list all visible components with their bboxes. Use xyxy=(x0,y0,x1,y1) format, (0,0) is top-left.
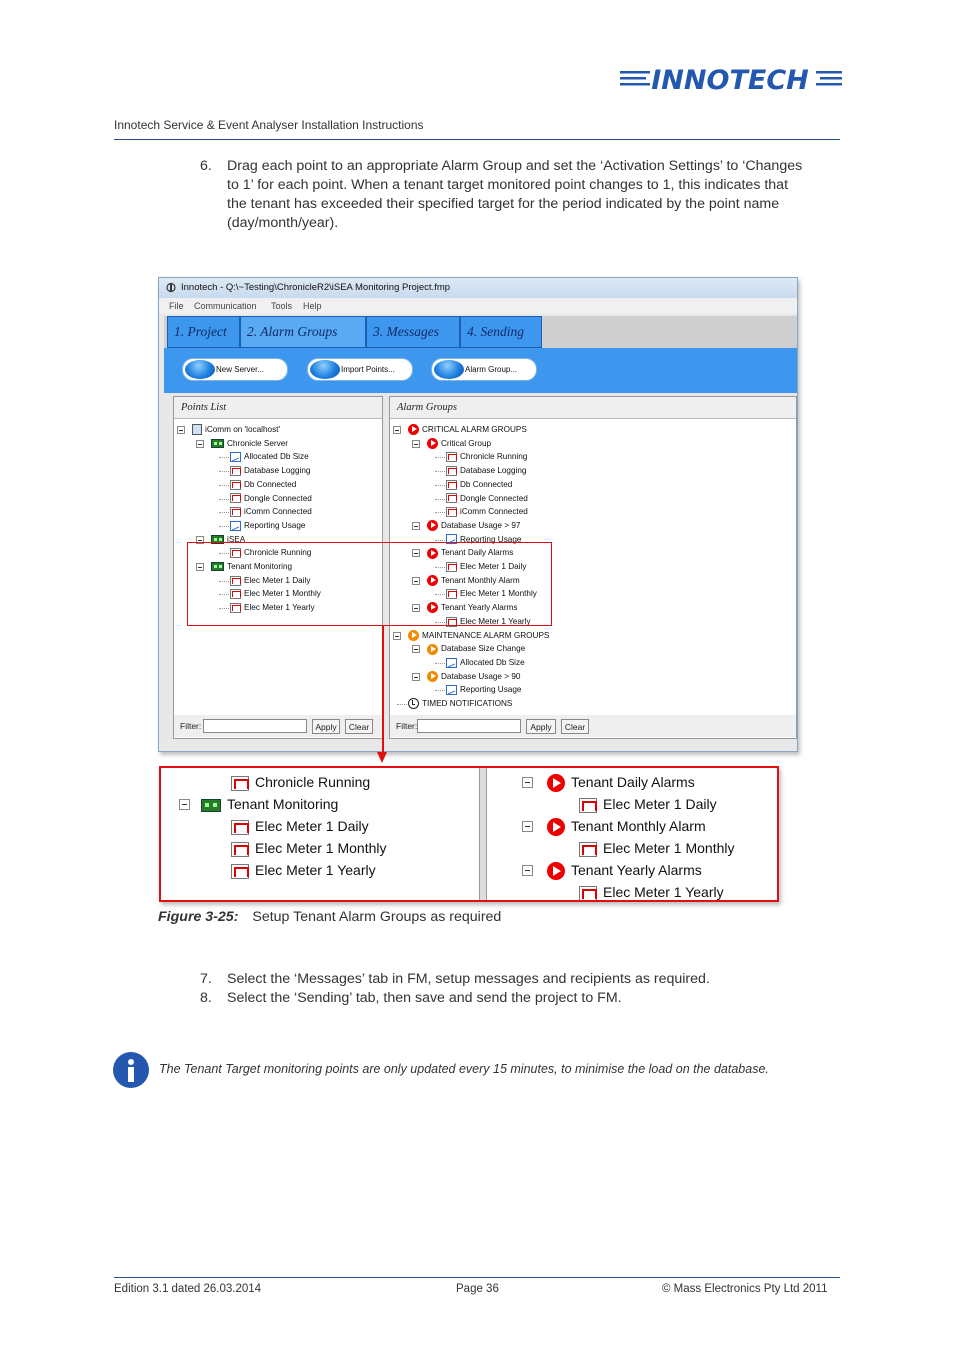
tree-item-label: Tenant Yearly Alarms xyxy=(441,603,518,613)
tree-item-label: Database Size Change xyxy=(441,644,526,654)
expand-toggle[interactable] xyxy=(177,426,185,434)
digital-point-icon xyxy=(579,842,597,857)
digital-point-icon xyxy=(231,820,249,835)
expand-toggle[interactable] xyxy=(393,426,401,434)
tree-item[interactable] xyxy=(408,423,527,436)
alarm-icon xyxy=(547,862,565,880)
tree-connector xyxy=(435,663,445,664)
tree-item-label: Db Connected xyxy=(460,479,513,489)
tree-item[interactable] xyxy=(201,794,338,814)
points-clear-button[interactable]: Clear xyxy=(345,719,373,734)
tree-connector xyxy=(435,471,445,472)
tree-item-label: Chronicle Running xyxy=(460,452,528,462)
tree-connector xyxy=(219,485,229,486)
tree-connector xyxy=(435,485,445,486)
tree-item[interactable] xyxy=(230,464,310,477)
tree-item[interactable] xyxy=(579,838,735,858)
tree-item-label: Elec Meter 1 Daily xyxy=(603,796,717,812)
tab-alarm-groups[interactable]: 2. Alarm Groups xyxy=(240,316,366,348)
tree-item[interactable] xyxy=(427,642,525,655)
tree-connector xyxy=(219,526,229,527)
arrow-line xyxy=(382,626,384,756)
tree-item-label: Reporting Usage xyxy=(460,685,522,695)
tree-item-label: Database Logging xyxy=(460,466,527,476)
arrow-head-icon xyxy=(377,752,387,763)
analog-point-icon xyxy=(446,658,457,668)
tree-item-label: Reporting Usage xyxy=(244,520,306,530)
digital-point-icon xyxy=(446,507,457,517)
points-list-title: Points List xyxy=(174,397,382,419)
digital-point-icon xyxy=(446,493,457,503)
tree-item-label: Chronicle Server xyxy=(227,438,288,448)
tree-item[interactable] xyxy=(446,450,527,463)
orb-icon xyxy=(433,359,465,380)
tree-item[interactable] xyxy=(427,437,491,450)
tree-item[interactable] xyxy=(230,519,305,532)
import-points-button[interactable]: Import Points... xyxy=(307,358,413,381)
tree-item[interactable] xyxy=(211,437,288,450)
tree-item-label: Db Connected xyxy=(244,479,297,489)
alarm-icon xyxy=(427,520,438,531)
expand-toggle[interactable] xyxy=(412,440,420,448)
tree-item-label: Elec Meter 1 Yearly xyxy=(460,616,531,626)
tree-item-label: iComm Connected xyxy=(460,507,528,517)
step-8: 8. Select the ‘Sending’ tab, then save and send the project to FM. xyxy=(200,990,622,1006)
clock-icon xyxy=(408,698,419,709)
computer-icon xyxy=(192,424,202,435)
tree-item[interactable] xyxy=(231,816,369,836)
tree-item-label: Chronicle Running xyxy=(244,548,312,558)
expand-toggle[interactable] xyxy=(412,673,420,681)
tree-item-label: iComm Connected xyxy=(244,507,312,517)
tree-item[interactable] xyxy=(446,656,525,669)
server-icon xyxy=(211,439,224,448)
tree-item[interactable] xyxy=(446,478,512,491)
step-6: 6. Drag each point to an appropriate Alarm Group and set the ‘Activation Settings’ to ‘Changes to 1’ for each point. When a tenant target monitored point changes to 1, this indicates that the tenant has exceeded their specified target for the period indicated by the point name (day/month/year). xyxy=(200,158,803,231)
highlight-box xyxy=(187,542,552,626)
server-icon xyxy=(201,799,221,812)
digital-point-icon xyxy=(579,798,597,813)
digital-point-icon xyxy=(446,480,457,490)
tab-bar xyxy=(164,316,797,348)
digital-point-icon xyxy=(579,886,597,901)
expand-toggle[interactable] xyxy=(196,440,204,448)
digital-point-icon xyxy=(446,466,457,476)
tree-item[interactable] xyxy=(446,505,528,518)
tree-item-label: Database Usage > 97 xyxy=(441,520,521,530)
tree-item-label: Elec Meter 1 Monthly xyxy=(255,840,387,856)
tree-item-label: Allocated Db Size xyxy=(244,452,309,462)
points-filter-input[interactable] xyxy=(203,719,307,733)
zoomed-detail xyxy=(159,766,779,902)
toolbar xyxy=(164,348,797,393)
tree-item-label: Elec Meter 1 Monthly xyxy=(244,589,321,599)
groups-clear-button[interactable]: Clear xyxy=(561,719,589,734)
maintenance-alarm-icon xyxy=(427,671,438,682)
footer-page: Page 36 xyxy=(456,1283,499,1295)
tree-connector xyxy=(219,471,229,472)
alarm-icon xyxy=(547,818,565,836)
tree-item[interactable] xyxy=(231,860,376,880)
tree-item-label: Elec Meter 1 Yearly xyxy=(244,603,315,613)
tree-item[interactable] xyxy=(446,683,521,696)
alarm-icon xyxy=(547,774,565,792)
header-rule xyxy=(114,139,840,140)
tree-item[interactable] xyxy=(230,478,296,491)
header-title: Innotech Service & Event Analyser Installation Instructions xyxy=(114,118,424,132)
points-filter: Filter: Apply Clear xyxy=(174,715,382,737)
tree-item-label: TIMED NOTIFICATIONS xyxy=(422,699,513,708)
tree-connector xyxy=(435,690,445,691)
tree-item-label: iSEA xyxy=(227,534,246,544)
tree-connector xyxy=(435,540,445,541)
tree-item[interactable] xyxy=(230,492,312,505)
orb-icon xyxy=(184,359,216,380)
new-server-button[interactable]: New Server... xyxy=(182,358,288,381)
expand-toggle[interactable] xyxy=(179,799,190,810)
groups-filter: Filter: Apply Clear xyxy=(390,715,796,737)
tree-item-label: Tenant Yearly Alarms xyxy=(571,862,702,878)
tree-connector xyxy=(435,512,445,513)
alarm-icon xyxy=(408,424,419,435)
footer-copyright: © Mass Electronics Pty Ltd 2011 xyxy=(662,1283,828,1295)
analog-point-icon xyxy=(230,452,241,462)
figure-caption xyxy=(158,909,501,925)
analog-point-icon xyxy=(230,521,241,531)
menu-tools[interactable]: Tools xyxy=(271,301,293,311)
tree-item-label: Elec Meter 1 Monthly xyxy=(460,589,537,599)
tree-item-label: Elec Meter 1 Daily xyxy=(244,575,311,585)
innotech-logo xyxy=(620,62,842,96)
menu-communication[interactable]: Communication xyxy=(194,301,257,311)
step-7: 7. Select the ‘Messages’ tab in FM, setup messages and recipients as required. xyxy=(200,971,710,987)
pane-splitter xyxy=(479,768,487,902)
tree-item[interactable] xyxy=(230,505,312,518)
tree-item[interactable] xyxy=(547,816,706,836)
digital-point-icon xyxy=(446,452,457,462)
expand-toggle[interactable] xyxy=(522,821,533,832)
tree-item-label: Dongle Connected xyxy=(244,493,312,503)
tree-item-label: MAINTENANCE ALARM GROUPS xyxy=(422,630,550,640)
tree-item[interactable] xyxy=(230,450,309,463)
menu-help[interactable]: Help xyxy=(303,301,322,311)
points-apply-button[interactable]: Apply xyxy=(312,719,340,734)
tree-item[interactable] xyxy=(446,464,526,477)
tree-connector xyxy=(435,499,445,500)
figure-text: Setup Tenant Alarm Groups as required xyxy=(252,909,502,925)
tree-connector xyxy=(397,704,407,705)
footer-rule xyxy=(114,1277,840,1278)
figure-label: Figure 3-25: xyxy=(158,909,239,925)
tree-item-label: Elec Meter 1 Daily xyxy=(255,818,369,834)
tree-item[interactable] xyxy=(446,492,528,505)
tree-item[interactable] xyxy=(427,519,520,532)
tree-item-label: Tenant Monthly Alarm xyxy=(441,575,520,585)
menu-file[interactable]: File xyxy=(169,301,184,311)
tree-item-label: Elec Meter 1 Yearly xyxy=(255,862,376,878)
tree-item-label: Reporting Usage xyxy=(460,534,522,544)
tree-item-label: Critical Group xyxy=(441,438,492,448)
tree-item-label: Tenant Monitoring xyxy=(227,562,293,571)
digital-point-icon xyxy=(230,480,241,490)
digital-point-icon xyxy=(230,466,241,476)
info-icon xyxy=(113,1052,149,1088)
digital-point-icon xyxy=(231,776,249,791)
tree-item-label: Tenant Daily Alarms xyxy=(571,774,695,790)
digital-point-icon xyxy=(231,864,249,879)
maintenance-alarm-icon xyxy=(427,644,438,655)
svg-text:INNOTECH: INNOTECH xyxy=(651,65,809,96)
app-icon xyxy=(166,282,176,293)
tree-item-label: Elec Meter 1 Monthly xyxy=(603,840,735,856)
tree-item[interactable] xyxy=(547,772,695,792)
expand-toggle[interactable] xyxy=(412,645,420,653)
expand-toggle[interactable] xyxy=(412,522,420,530)
tree-item-label: iComm on 'localhost' xyxy=(205,425,281,434)
info-note: The Tenant Target monitoring points are only updated every 15 minutes, to minimise the load on the database. xyxy=(159,1062,769,1076)
tree-item[interactable] xyxy=(408,697,512,710)
menu-bar xyxy=(159,298,797,314)
tree-item[interactable] xyxy=(427,670,520,683)
alarm-groups-title: Alarm Groups xyxy=(390,397,796,419)
alarm-icon xyxy=(427,438,438,449)
tree-item-label: Allocated Db Size xyxy=(460,657,525,667)
expand-toggle[interactable] xyxy=(522,777,533,788)
maintenance-alarm-icon xyxy=(408,630,419,641)
tree-item[interactable] xyxy=(408,629,549,642)
tab-project[interactable]: 1. Project xyxy=(167,316,240,348)
tree-connector xyxy=(219,512,229,513)
groups-apply-button[interactable]: Apply xyxy=(526,719,556,734)
tree-item-label: Database Usage > 90 xyxy=(441,671,521,681)
alarm-group-button[interactable]: Alarm Group... xyxy=(431,358,537,381)
groups-filter-input[interactable] xyxy=(417,719,521,733)
tree-item-label: Elec Meter 1 Yearly xyxy=(603,884,724,900)
expand-toggle[interactable] xyxy=(393,632,401,640)
tree-item-label: Tenant Monitoring xyxy=(227,796,339,812)
tree-item-label: Dongle Connected xyxy=(460,493,528,503)
tree-item-label: Database Logging xyxy=(244,466,311,476)
tree-item-label: Elec Meter 1 Daily xyxy=(460,562,527,571)
tree-connector xyxy=(435,457,445,458)
tree-item[interactable] xyxy=(192,423,280,436)
tab-messages[interactable]: 3. Messages xyxy=(366,316,460,348)
orb-icon xyxy=(309,359,341,380)
digital-point-icon xyxy=(230,507,241,517)
tree-item-label: Tenant Daily Alarms xyxy=(441,548,514,558)
tree-item[interactable] xyxy=(579,882,724,902)
tree-item[interactable] xyxy=(579,794,717,814)
app-window-screenshot xyxy=(158,277,798,752)
tree-item-label: Tenant Monthly Alarm xyxy=(571,818,706,834)
digital-point-icon xyxy=(231,842,249,857)
footer-edition: Edition 3.1 dated 26.03.2014 xyxy=(114,1283,262,1295)
tree-connector xyxy=(219,457,229,458)
digital-point-icon xyxy=(230,493,241,503)
window-title: Innotech - Q:\~Testing\ChronicleR2\iSEA Monitoring Project.fmp xyxy=(159,278,797,298)
tree-item-label: CRITICAL ALARM GROUPS xyxy=(422,425,527,434)
analog-point-icon xyxy=(446,685,457,695)
tree-item[interactable] xyxy=(231,772,370,792)
tree-item[interactable] xyxy=(547,860,702,880)
expand-toggle[interactable] xyxy=(522,865,533,876)
tree-item[interactable] xyxy=(231,838,387,858)
tree-connector xyxy=(219,499,229,500)
tree-item-label: Chronicle Running xyxy=(255,774,371,790)
tab-sending[interactable]: 4. Sending xyxy=(460,316,542,348)
